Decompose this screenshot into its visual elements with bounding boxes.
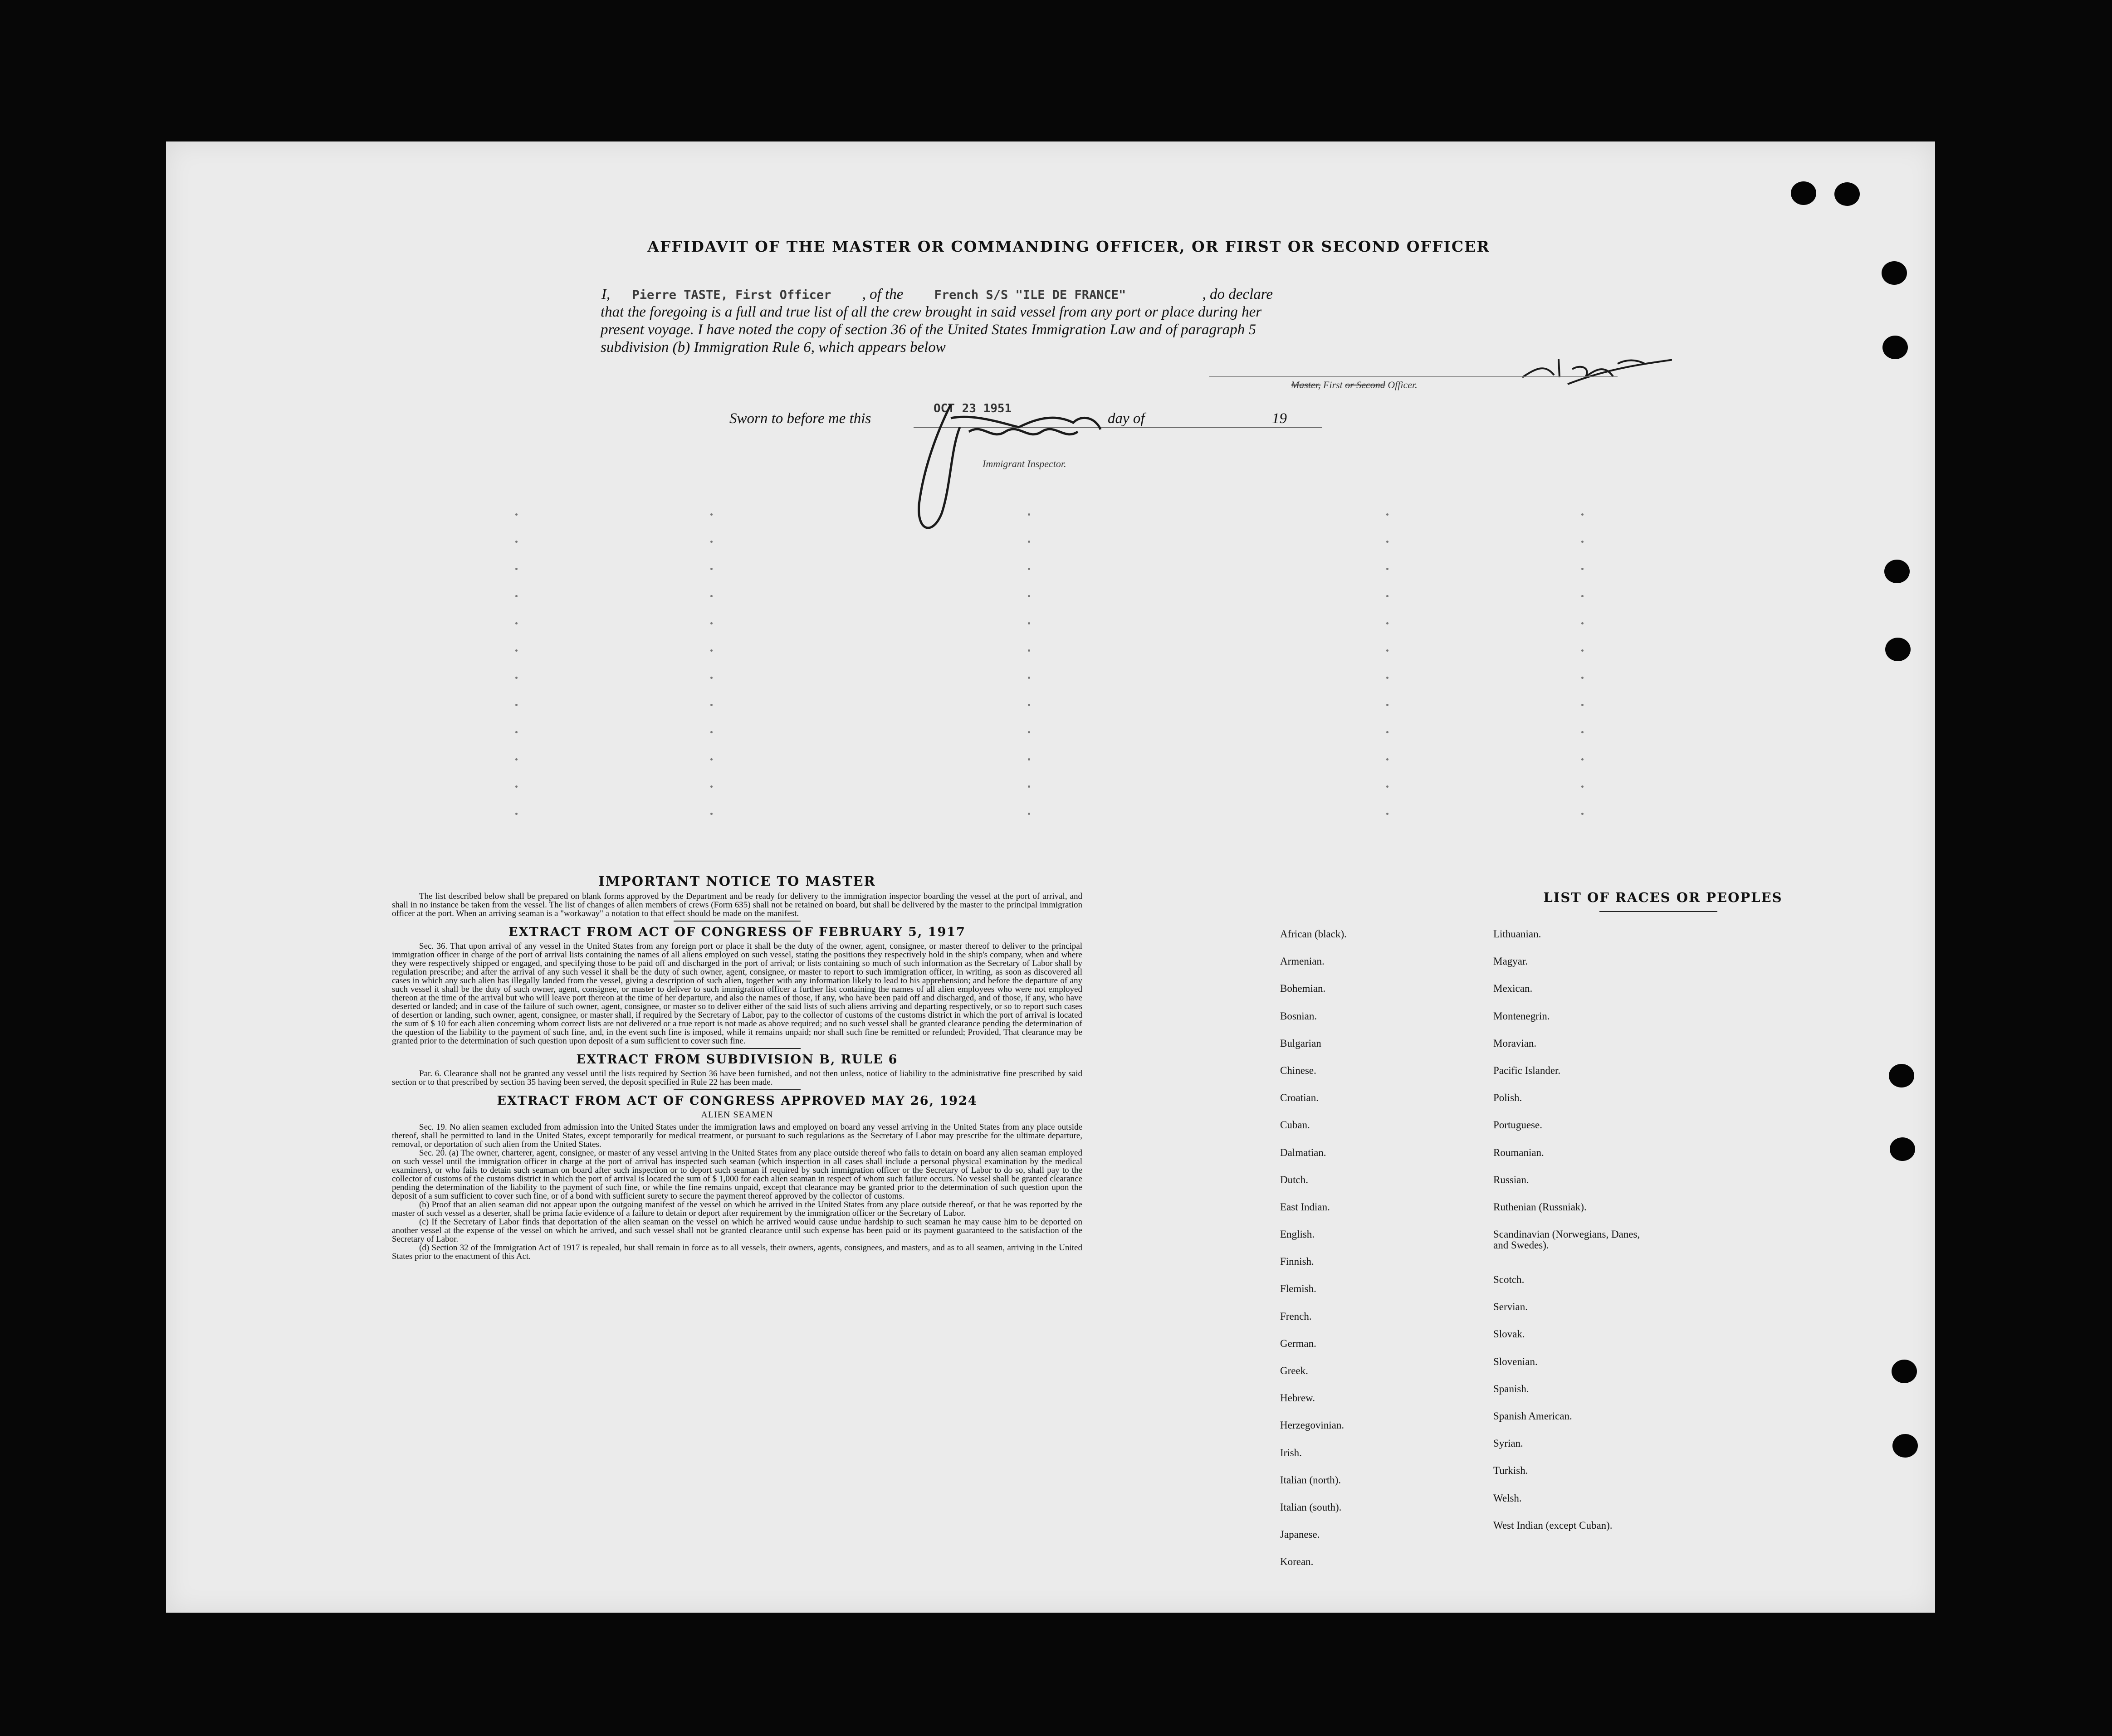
race-item: Croatian. xyxy=(1280,1092,1319,1104)
act-1924-sec20c: (c) If the Secretary of Labor finds that deportation of the alien seaman on the vessel on which he arrived would cause undue hardship to such seaman he may cause him to be deported on another vessel at the expense of the vessel on which he arrived, and such vessel shall not be granted clearance until such expense has been paid or its payment guaranteed to the satisfaction of the Secretary of Labor. xyxy=(392,1217,1082,1244)
race-item: Spanish American. xyxy=(1493,1410,1572,1422)
race-item: Slovenian. xyxy=(1493,1356,1538,1367)
sworn-date-stamp: OCT 23 1951 xyxy=(934,402,1012,415)
races-divider xyxy=(1599,911,1717,912)
act-1924-subtitle: ALIEN SEAMEN xyxy=(701,1110,773,1120)
race-item: Ruthenian (Russniak). xyxy=(1493,1201,1587,1213)
race-item: Dalmatian. xyxy=(1280,1146,1326,1158)
day-of-label: day of xyxy=(1108,410,1145,427)
race-item: Scandinavian (Norwegians, Danes, and Swedes). xyxy=(1493,1229,1640,1251)
document-page xyxy=(166,141,1935,1613)
officer-signature-line xyxy=(1209,376,1618,377)
divider xyxy=(674,1048,801,1049)
punch-hole xyxy=(1882,261,1907,285)
affidavit-line-3: present voyage. I have noted the copy of section 36 of the United States Immigration Law and of paragraph 5 xyxy=(601,322,1256,338)
race-item: Korean. xyxy=(1280,1556,1314,1568)
punch-hole xyxy=(1890,1137,1915,1161)
punch-hole xyxy=(1889,1064,1914,1087)
races-title: LIST OF RACES OR PEOPLES xyxy=(1543,890,1783,905)
race-item: Pacific Islander. xyxy=(1493,1064,1561,1076)
act-1917-body: Sec. 36. That upon arrival of any vessel in the United States from any foreign port or place it shall be the duty of the owner, agent, consignee, or master thereof to deliver to the principal immigration officer in charge of the port of arrival lists containing the names of all aliens employed on such vessel, stating the positions they respectively hold in the ship's company, when and where they were respectively shipped or engaged, and specifying those to be paid off and discharged in the port of arrival; or lists containing so much of such information as the Secretary of Labor shall by regulation prescribe; and after the arrival of any such vessel it shall be the duty of such owner, agent, consignee, or master to report to such immigration officer, in writing, as soon as discovered all cases in which any such alien has illegally landed from the vessel, giving a description of such alien, together with any information likely to lead to his apprehension; and before the departure of any such vessel it shall be the duty of such owner, agent, consignee, or master to deliver to such immigration officer a further list containing the names of all alien employees who were not employed thereon at the time of the arrival but who will leave port thereon at the time of her departure, and also the names of those, if any, who have been paid off and discharged, and of those, if any, who have deserted or landed; and in case of the failure of such owner, agent, consignee, or master so to deliver either of the said lists of such aliens arriving and departing respectively, or so to report such cases of desertion or landing, such owner, agent, consignee, or master shall, if required by the Secretary of Labor, pay to the collector of customs of the customs district in which the port of arrival is located the sum of $ 10 for each alien concerning whom correct lists are not delivered or a true report is not made as above required; and no such vessel shall be granted clearance pending the determination of the question of the liability to the payment of such fine, and, in the event such fine is imposed, while it remains unpaid; nor shall such fine be remitted or refunded; Provided, That clearance may be granted prior to the determination of such question upon deposit of a sum sufficient to cover such fine. xyxy=(392,941,1082,1046)
race-item: Bohemian. xyxy=(1280,983,1326,995)
race-item: Greek. xyxy=(1280,1365,1308,1376)
race-item: Chinese. xyxy=(1280,1064,1316,1076)
race-item: Mexican. xyxy=(1493,983,1533,995)
notice-body: The list described below shall be prepared on blank forms approved by the Department and be ready for delivery to the immigration inspector boarding the vessel at the port of arrival, and shall in no instance be taken from the vessel. The list of changes of alien members of crews (Form 635) shall not be retained on board, but shall be delivered by the master to the principal immigration officer at the port. When an arriving seaman is a "workaway" a notation to that effect should be made on the manifest. xyxy=(392,892,1082,918)
act-1924-sec19: Sec. 19. No alien seamen excluded from admission into the United States under the immigration laws and employed on board any vessel arriving in the United States from any place outside thereof, shall be permitted to land in the United States, except temporarily for medical treatment, or pursuant to such regulations as the Secretary of Labor may prescribe for the ultimate departure, removal, or deportation of such alien from the United States. xyxy=(392,1122,1082,1149)
race-item: Cuban. xyxy=(1280,1119,1310,1131)
affidavit-title: AFFIDAVIT OF THE MASTER OR COMMANDING OFFICER, OR FIRST OR SECOND OFFICER xyxy=(647,238,1490,255)
race-item: Scotch. xyxy=(1493,1274,1525,1286)
races-column-1 xyxy=(1280,929,1471,1584)
race-item: Servian. xyxy=(1493,1301,1528,1313)
affidavit-line-4: subdivision (b) Immigration Rule 6, which appears below xyxy=(601,339,946,356)
vessel-name: French S/S "ILE DE FRANCE" xyxy=(934,288,1126,302)
race-item: Bulgarian xyxy=(1280,1037,1321,1049)
race-item: Moravian. xyxy=(1493,1037,1537,1049)
race-item: Montenegrin. xyxy=(1493,1010,1550,1022)
rule6-title: EXTRACT FROM SUBDIVISION B, RULE 6 xyxy=(576,1053,898,1067)
race-item: Slovak. xyxy=(1493,1328,1525,1340)
act-1924-sec20d: (d) Section 32 of the Immigration Act of 1917 is repealed, but shall remain in force as to all vessels, their owners, agents, consignees, and masters, and as to all seamen, arriving in the United States prior to the enactment of this Act. xyxy=(392,1243,1082,1261)
sworn-line: Sworn to before me this xyxy=(729,410,871,427)
race-item: Welsh. xyxy=(1493,1492,1522,1504)
race-item: Japanese. xyxy=(1280,1529,1320,1541)
race-item: West Indian (except Cuban). xyxy=(1493,1519,1613,1531)
race-item: Bosnian. xyxy=(1280,1010,1317,1022)
race-item: French. xyxy=(1280,1310,1312,1322)
divider xyxy=(674,921,801,922)
race-item: Turkish. xyxy=(1493,1465,1528,1477)
race-item: Magyar. xyxy=(1493,956,1528,967)
act-1924-title: EXTRACT FROM ACT OF CONGRESS APPROVED MAY 26, 1924 xyxy=(497,1094,978,1108)
race-item: Spanish. xyxy=(1493,1383,1529,1395)
race-item: Flemish. xyxy=(1280,1283,1316,1295)
punch-hole xyxy=(1892,1360,1917,1383)
race-item: Polish. xyxy=(1493,1092,1522,1104)
punch-hole xyxy=(1884,560,1910,583)
races-column-2 xyxy=(1493,929,1657,1565)
race-item: Syrian. xyxy=(1493,1438,1523,1449)
notice-title: IMPORTANT NOTICE TO MASTER xyxy=(598,873,876,889)
punch-hole xyxy=(1834,182,1860,206)
affidavit-line-2: that the foregoing is a full and true list of all the crew brought in said vessel from any port or place during her xyxy=(601,304,1262,320)
race-item: German. xyxy=(1280,1337,1316,1349)
inspector-caption: Immigrant Inspector. xyxy=(983,458,1066,469)
rule6-body: Par. 6. Clearance shall not be granted any vessel until the lists required by Section 36 have been furnished, and not then unless, notice of liability to the administrative fine prescribed by said section or to that prescribed by section 35 having been served, the deposit specified in Rule 22 has been made. xyxy=(392,1069,1082,1087)
act-1917-title: EXTRACT FROM ACT OF CONGRESS OF FEBRUARY 5, 1917 xyxy=(508,925,966,939)
race-item: English. xyxy=(1280,1229,1315,1240)
race-item: Dutch. xyxy=(1280,1174,1308,1185)
race-item: Russian. xyxy=(1493,1174,1529,1185)
year-prefix: 19 xyxy=(1272,410,1287,427)
punch-hole xyxy=(1882,336,1908,359)
officer-caption: Master, First or Second Officer. xyxy=(1291,379,1418,390)
race-item: Hebrew. xyxy=(1280,1392,1315,1404)
affidavit-line-1: I, Pierre TASTE, First Officer , of the French S/S "ILE DE FRANCE" , do declare xyxy=(601,286,1273,302)
race-item: Irish. xyxy=(1280,1447,1302,1458)
inspector-signature xyxy=(883,395,1137,545)
race-item: Lithuanian. xyxy=(1493,928,1541,940)
act-1924-sec20b: (b) Proof that an alien seaman did not appear upon the outgoing manifest of the vessel on which he arrived in the United States from any place outside thereof, or that he was reported by the master of such vessel as a deserter, shall be prima facie evidence of a failure to detain or deport after requirement by the immigration officer or the Secretary of Labor. xyxy=(392,1200,1082,1218)
divider xyxy=(674,1089,801,1090)
race-item: African (black). xyxy=(1280,928,1347,940)
punch-hole xyxy=(1885,638,1911,661)
punch-hole xyxy=(1791,181,1816,205)
punch-hole xyxy=(1892,1434,1918,1458)
race-item: East Indian. xyxy=(1280,1201,1330,1213)
race-item: Armenian. xyxy=(1280,956,1325,967)
race-item: Finnish. xyxy=(1280,1256,1314,1268)
notice-column xyxy=(392,873,1082,1261)
race-item: Herzegovinian. xyxy=(1280,1419,1344,1431)
race-item: Roumanian. xyxy=(1493,1146,1544,1158)
officer-name: Pierre TASTE, First Officer xyxy=(632,288,831,302)
race-item: Italian (north). xyxy=(1280,1474,1341,1486)
act-1924-sec20a: Sec. 20. (a) The owner, charterer, agent, consignee, or master of any vessel arriving in the United States from any place outside thereof who fails to detain on board any alien seaman employed on such vessel until the immigration officer in charge at the port of arrival has inspected such seaman (which inspection in all cases shall include a personal physical examination by the medical examiners), or who fails to detain such seaman on board after such inspection or to deport such seaman if required by such immigration officer or the Secretary of Labor to do so, shall pay to the collector of customs of the customs district in which the port of arrival is located the sum of $ 1,000 for each alien seaman in respect of whom such failure occurs. No vessel shall be granted clearance pending the determination of the liability to the payment of such fine, or while the fine remains unpaid, except that clearance may be granted prior to the determination of such question upon the deposit of a sum sufficient to cover such fine, or of a bond with sufficient surety to secure the payment thereof approved by the collector of customs. xyxy=(392,1148,1082,1201)
race-item: Portuguese. xyxy=(1493,1119,1542,1131)
race-item: Italian (south). xyxy=(1280,1501,1342,1513)
